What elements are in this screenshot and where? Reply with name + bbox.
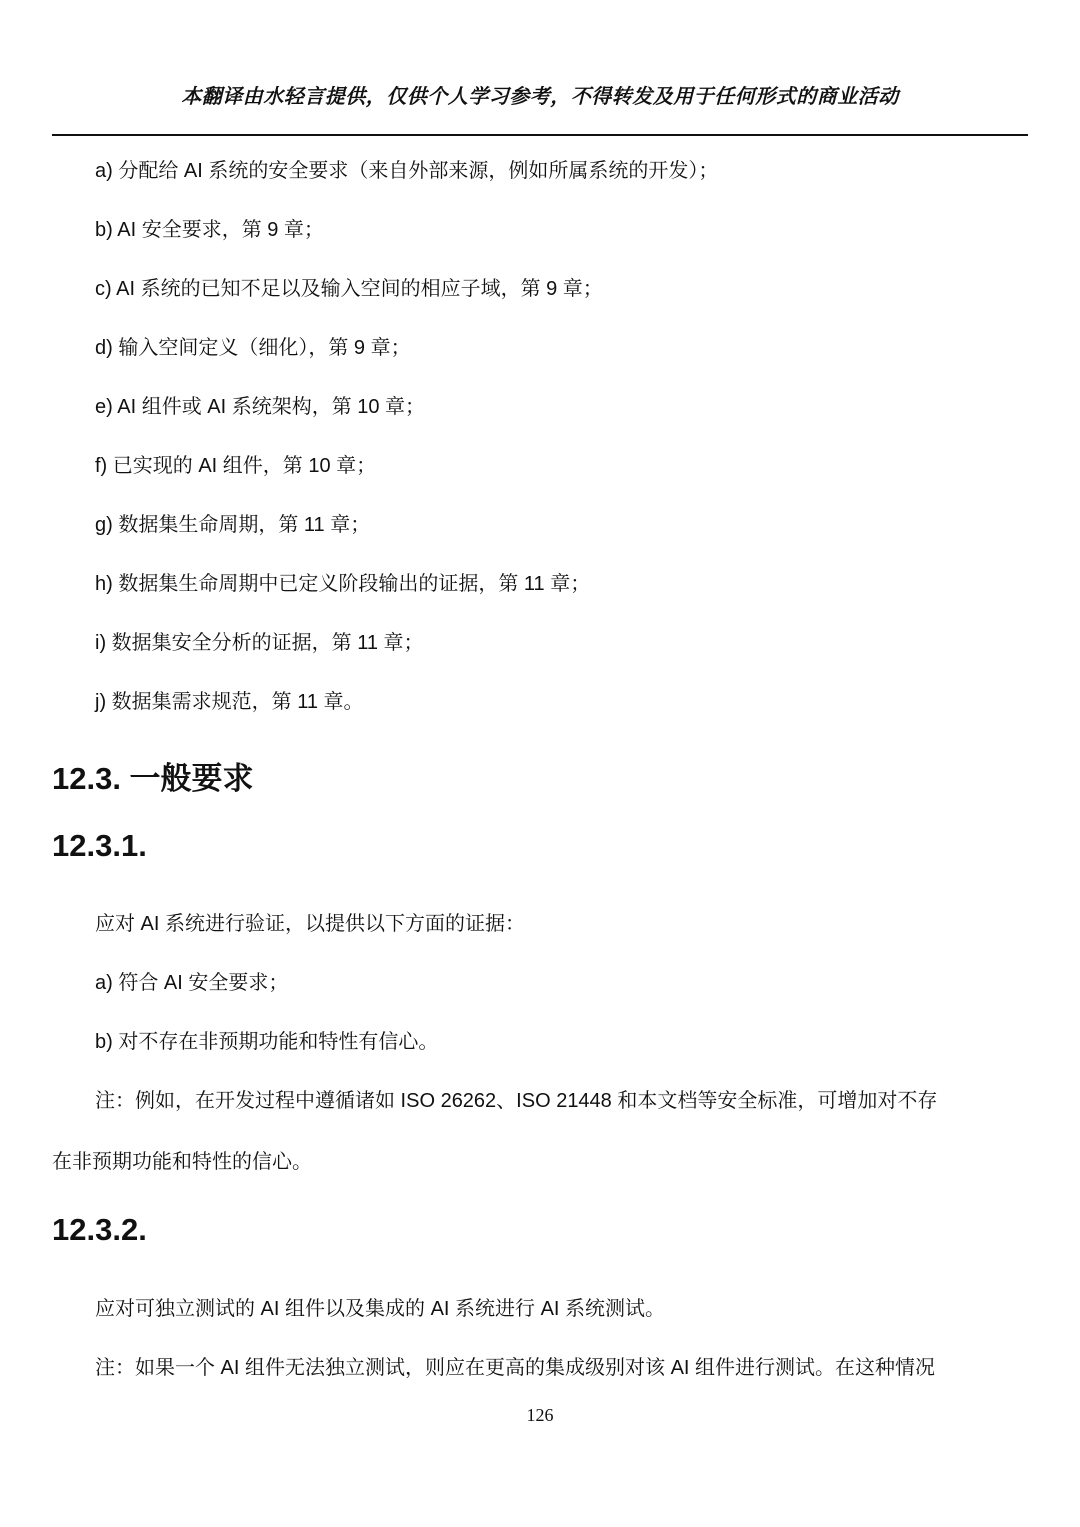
list-item: g) 数据集生命周期，第 11 章； [95,514,371,536]
section-heading-12-3: 12.3. 一般要求 [52,761,254,796]
list-item: b) 对不存在非预期功能和特性有信心。 [95,1031,439,1053]
list-item: b) AI 安全要求，第 9 章； [95,219,324,241]
note-paragraph-continued: 在非预期功能和特性的信心。 [52,1151,312,1173]
page-header: 本翻译由水轻言提供，仅供个人学习参考，不得转发及用于任何形式的商业活动 [181,86,899,108]
section-heading-12-3-1: 12.3.1. [52,828,147,863]
list-item: e) AI 组件或 AI 系统架构，第 10 章； [95,396,426,418]
note-paragraph: 注：例如，在开发过程中遵循诸如 ISO 26262、ISO 21448 和本文档等安全标准，可增加对不存 [95,1090,938,1112]
page-number: 126 [526,1405,554,1425]
note-paragraph: 注：如果一个 AI 组件无法独立测试，则应在更高的集成级别对该 AI 组件进行测试。在这种情况 [95,1357,936,1379]
list-item: h) 数据集生命周期中已定义阶段输出的证据，第 11 章； [95,573,591,595]
header-divider [52,134,1028,136]
paragraph: 应对可独立测试的 AI 组件以及集成的 AI 系统进行 AI 系统测试。 [95,1298,666,1320]
list-item: d) 输入空间定义（细化），第 9 章； [95,337,411,359]
paragraph: 应对 AI 系统进行验证，以提供以下方面的证据： [95,913,526,935]
list-item: c) AI 系统的已知不足以及输入空间的相应子域，第 9 章； [95,278,603,300]
list-item: j) 数据集需求规范，第 11 章。 [95,691,364,713]
list-item: a) 符合 AI 安全要求； [95,972,289,994]
list-item: f) 已实现的 AI 组件，第 10 章； [95,455,377,477]
section-heading-12-3-2: 12.3.2. [52,1212,147,1247]
list-item: a) 分配给 AI 系统的安全要求（来自外部来源，例如所属系统的开发）； [95,160,719,182]
list-item: i) 数据集安全分析的证据，第 11 章； [95,632,424,654]
